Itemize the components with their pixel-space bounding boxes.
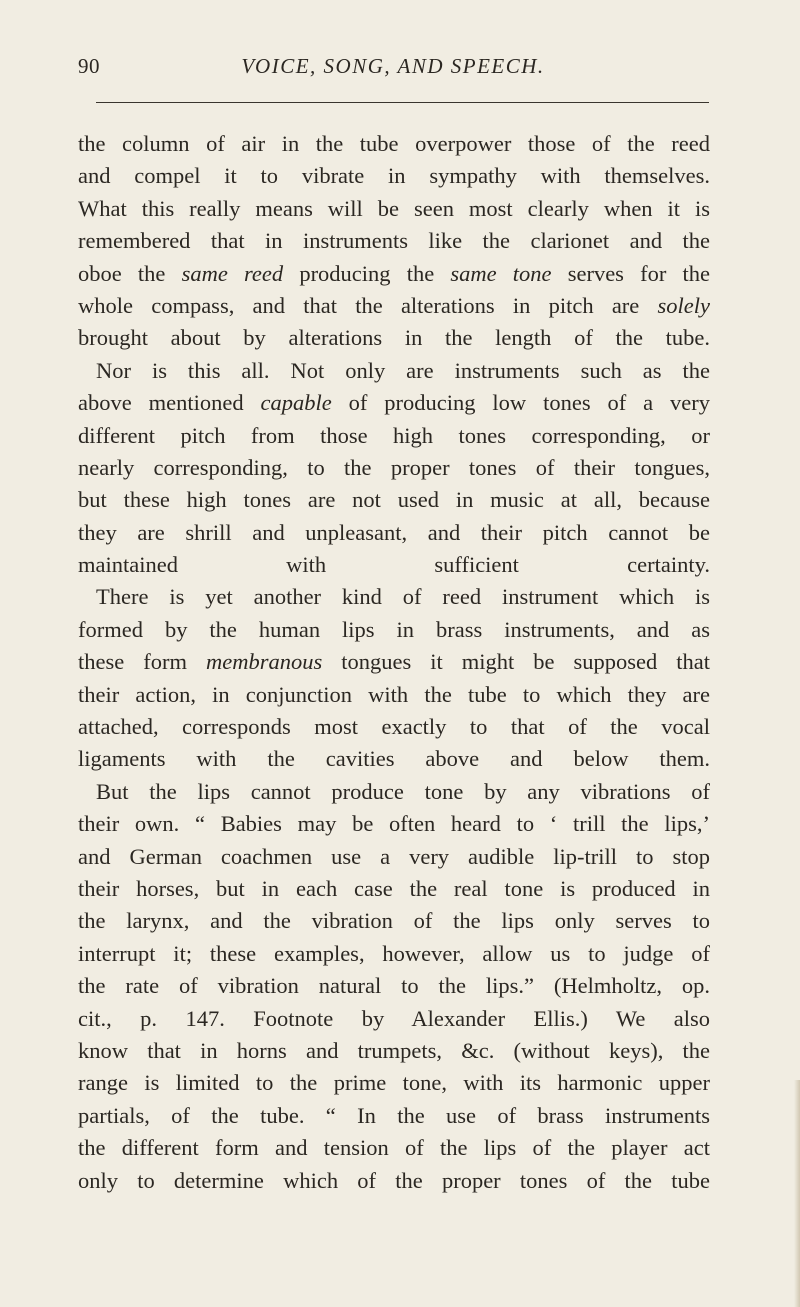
italic-text: membranous — [205, 649, 323, 675]
text-line — [78, 1100, 710, 1132]
text-segment: their horses, but in each case the real tone is produced in — [78, 875, 710, 901]
text-line — [78, 970, 710, 1002]
text-segment: and German coachmen use a very audible lip-trill to stop — [78, 843, 710, 869]
text-line — [78, 160, 710, 192]
text-line — [78, 743, 710, 775]
text-segment: serves for the — [551, 260, 710, 286]
text-segment: producing the — [283, 260, 451, 286]
text-segment: remembered that in instruments like the clarionet and the — [78, 228, 710, 254]
text-line — [78, 1067, 710, 1099]
text-segment: oboe the — [78, 260, 182, 286]
text-line — [78, 581, 710, 613]
text-line — [78, 484, 710, 516]
text-segment: brought about by alterations in the length of the tube. — [78, 325, 710, 351]
text-segment: they are shrill and unpleasant, and their pitch cannot be — [78, 519, 710, 545]
text-segment: maintained with sufficient certainty. — [78, 552, 710, 578]
text-line — [78, 711, 710, 743]
text-segment: cit., p. 147. Footnote by Alexander Ellis.) We also — [78, 1005, 710, 1031]
text-segment: but these high tones are not used in music at all, because — [78, 487, 710, 513]
text-line — [78, 1035, 710, 1067]
text-segment: their action, in conjunction with the tube to which they are — [78, 681, 710, 707]
text-segment: the different form and tension of the lips of the player act — [78, 1135, 710, 1161]
text-line — [78, 1003, 710, 1035]
text-segment: their own. “ Babies may be often heard to ‘ trill the lips,’ — [78, 811, 710, 837]
text-line — [78, 646, 710, 678]
text-line — [78, 290, 710, 322]
page-number: 90 — [78, 54, 100, 78]
page-edge-shadow — [794, 1080, 800, 1307]
text-segment: the rate of vibration natural to the lips.” (Helmholtz, op. — [78, 973, 710, 999]
text-segment: But the lips cannot produce tone by any vibrations of — [96, 778, 710, 804]
text-line — [78, 355, 710, 387]
text-segment: ligaments with the cavities above and below them. — [78, 746, 710, 772]
text-segment: know that in horns and trumpets, &c. (without keys), the — [78, 1037, 710, 1063]
text-line — [78, 193, 710, 225]
text-line — [78, 1165, 710, 1197]
text-segment: There is yet another kind of reed instrument which is — [96, 584, 710, 610]
text-line — [78, 128, 710, 160]
running-title: VOICE, SONG, AND SPEECH. — [241, 54, 545, 78]
text-segment: above mentioned — [78, 390, 261, 416]
italic-text: capable — [260, 390, 332, 416]
page-header — [78, 54, 708, 84]
text-segment: What this really means will be seen most clearly when it is — [78, 195, 710, 221]
text-segment: range is limited to the prime tone, with its harmonic upper — [78, 1070, 710, 1096]
text-segment: and compel it to vibrate in sympathy with themselves. — [78, 163, 710, 189]
text-line — [78, 808, 710, 840]
text-line — [78, 776, 710, 808]
text-line — [78, 225, 710, 257]
text-line — [78, 679, 710, 711]
text-segment: Nor is this all. Not only are instruments such as the — [96, 357, 710, 383]
text-segment: of producing low tones of a very — [331, 390, 710, 416]
text-segment: only to determine which of the proper tones of the tube — [78, 1167, 710, 1193]
italic-text: same tone — [450, 260, 552, 286]
text-segment: whole compass, and that the alterations in pitch are — [78, 292, 658, 318]
text-segment: the column of air in the tube overpower those of the reed — [78, 131, 710, 156]
italic-text: solely — [657, 292, 710, 318]
body-text — [78, 128, 710, 1197]
text-segment: formed by the human lips in brass instruments, and as — [78, 616, 710, 642]
italic-text: same reed — [181, 260, 284, 286]
text-line — [78, 1132, 710, 1164]
text-segment: interrupt it; these examples, however, allow us to judge of — [78, 940, 710, 966]
text-line — [78, 517, 710, 549]
text-line — [78, 905, 710, 937]
text-segment: nearly corresponding, to the proper tones of their tongues, — [78, 454, 710, 480]
text-segment: attached, corresponds most exactly to that of the vocal — [78, 714, 710, 740]
text-line — [78, 938, 710, 970]
text-segment: these form — [78, 649, 206, 675]
text-line — [78, 258, 710, 290]
text-line — [78, 452, 710, 484]
text-line — [78, 387, 710, 419]
header-rule — [96, 102, 709, 103]
text-segment: different pitch from those high tones corresponding, or — [78, 422, 710, 448]
text-line — [78, 322, 710, 354]
text-line — [78, 841, 710, 873]
text-line — [78, 420, 710, 452]
text-segment: tongues it might be supposed that — [322, 649, 710, 675]
text-line — [78, 873, 710, 905]
text-line — [78, 549, 710, 581]
text-line — [78, 614, 710, 646]
text-segment: the larynx, and the vibration of the lips only serves to — [78, 908, 710, 934]
text-segment: partials, of the tube. “ In the use of brass instruments — [78, 1102, 710, 1128]
